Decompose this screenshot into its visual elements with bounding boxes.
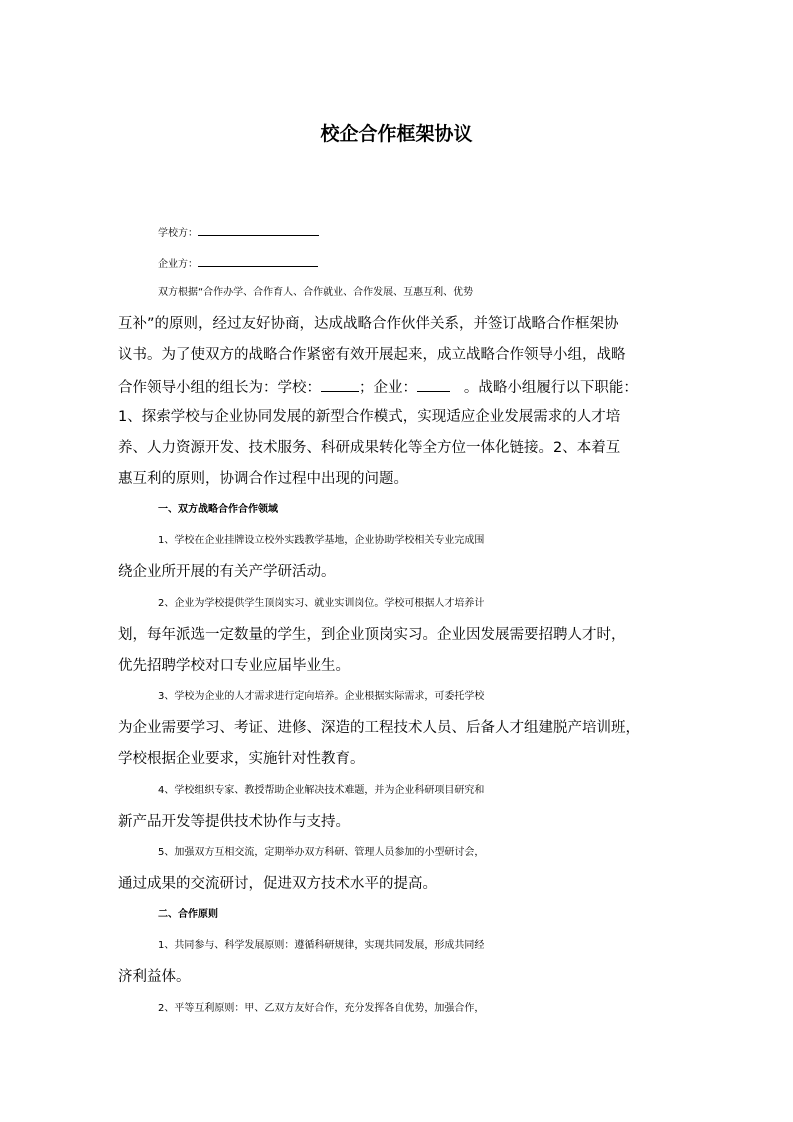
enterprise-party-line (158, 251, 718, 275)
s1-p3-line-1: 3、学校为企业的人才需求进行定向培养。企业根据实际需求，可委托学校 (158, 691, 485, 702)
s1-p4-line-2: 新产品开发等提供技术协作与支持。 (118, 814, 350, 830)
s1-p1-line-2: 绕企业所开展的有关产学研活动。 (118, 564, 336, 580)
intro-line-6: 养、人力资源开发、技术服务、科研成果转化等全方位一体化链接。2、本着互 (118, 440, 621, 456)
school-party-blank (198, 220, 319, 236)
enterprise-leader-label: ；企业： (359, 380, 417, 396)
intro-line-1: 双方根据“合作办学、合作育人、合作就业、合作发展、互惠互利、优势 (158, 287, 474, 298)
document-title: 校企合作框架协议 (320, 123, 473, 145)
enterprise-leader-blank (417, 376, 450, 392)
s1-p2-line-2: 划，每年派选一定数量的学生，到企业顶岗实习。企业因发展需要招聘人才时， (118, 627, 626, 643)
intro-line-3: 议书。为了使双方的战略合作紧密有效开展起来，成立战略合作领导小组，战略 (118, 347, 626, 363)
section-1-heading: 一、双方战略合作合作领域 (158, 504, 278, 515)
s1-p3-line-2: 为企业需要学习、考证、进修、深造的工程技术人员、后备人才组建脱产培训班， (118, 720, 640, 736)
s2-p2-line-1: 2、平等互利原则：甲、乙双方友好合作，充分发挥各自优势，加强合作， (158, 1003, 485, 1014)
s1-p3-line-3: 学校根据企业要求，实施针对性教育。 (118, 751, 365, 767)
s1-p2-line-3: 优先招聘学校对口专业应届毕业生。 (118, 658, 350, 674)
s1-p5-line-1: 5、加强双方互相交流，定期举办双方科研、管理人员参加的小型研讨会， (158, 847, 485, 858)
s1-p4-line-1: 4、学校组织专家、教授帮助企业解决技术难题，并为企业科研项目研究和 (158, 785, 485, 796)
intro-line-7: 惠互利的原则，协调合作过程中出现的问题。 (118, 471, 408, 487)
school-party-label: 学校方： (158, 228, 198, 239)
s1-p1-line-1: 1、学校在企业挂牌设立校外实践教学基地，企业协助学校相关专业完成围 (158, 535, 485, 546)
s1-p2-line-1: 2、企业为学校提供学生顶岗实习、就业实训岗位。学校可根据人才培养计 (158, 598, 485, 609)
intro-line-5: 1、探索学校与企业协同发展的新型合作模式，实现适应企业发展需求的人才培 (118, 409, 621, 425)
intro-line-4 (118, 376, 678, 398)
section-2-heading: 二、合作原则 (158, 909, 218, 920)
s2-p1-line-1: 1、共同参与、科学发展原则：遵循科研规律，实现共同发展，形成共同经 (158, 940, 485, 951)
s1-p5-line-2: 通过成果的交流研讨，促进双方技术水平的提高。 (118, 876, 437, 892)
s2-p1-line-2: 济利益体。 (118, 969, 191, 985)
duties-label: 。战略小组履行以下职能： (463, 380, 638, 396)
enterprise-party-label: 企业方： (158, 259, 198, 270)
school-party-line (158, 220, 718, 244)
enterprise-party-blank (198, 251, 318, 267)
intro-line-2: 互补”的原则，经过友好协商，达成战略合作伙伴关系，并签订战略合作框架协 (118, 316, 619, 332)
leader-label: 合作领导小组的组长为：学校： (118, 380, 321, 396)
school-leader-blank (321, 376, 359, 392)
